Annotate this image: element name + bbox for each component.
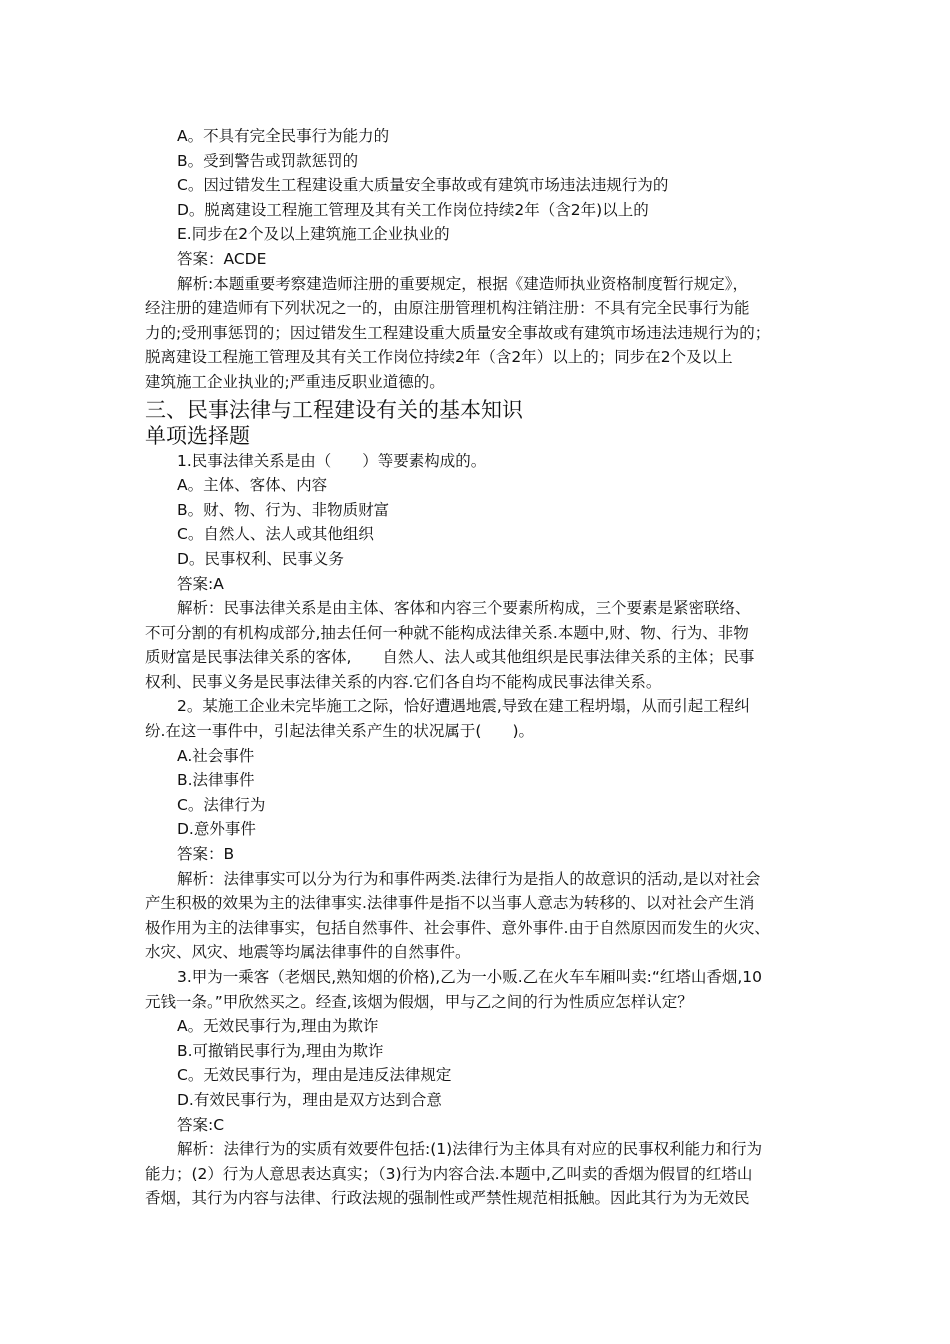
analysis-line: 解析：民事法律关系是由主体、客体和内容三个要素所构成，三个要素是紧密联络、 <box>177 599 751 618</box>
analysis-line: 解析：法律行为的实质有效要件包括:(1)法律行为主体具有对应的民事权利能力和行为 <box>177 1140 763 1159</box>
option-d: D。民事权利、民事义务 <box>177 549 344 568</box>
option-a: A。无效民事行为,理由为欺诈 <box>177 1017 379 1036</box>
option-a: A.社会事件 <box>177 746 255 765</box>
analysis-line: 解析:本题重要考察建造师注册的重要规定，根据《建造师执业资格制度暂行规定》， <box>177 274 748 293</box>
document-body <box>145 124 815 1211</box>
analysis-line: 不可分割的有机构成部分,抽去任何一种就不能构成法律关系.本题中,财、物、行为、非物 <box>145 623 749 642</box>
option-a: A。主体、客体、内容 <box>177 476 328 495</box>
answer-line: 答案：ACDE <box>177 249 267 268</box>
option-b: B.法律事件 <box>177 771 255 790</box>
option-d: D.有效民事行为，理由是双方达到合意 <box>177 1090 442 1109</box>
analysis-line: 力的;受刑事惩罚的；因过错发生工程建设重大质量安全事故或有建筑市场违法违规行为的； <box>145 323 771 342</box>
option-c: C。无效民事行为，理由是违反法律规定 <box>177 1066 452 1085</box>
analysis-line: 极作用为主的法律事实，包括自然事件、社会事件、意外事件.由于自然原因而发生的火灾、 <box>145 918 770 937</box>
analysis-line: 水灾、风灾、地震等均属法律事件的自然事件。 <box>145 943 471 962</box>
analysis-line: 脱离建设工程施工管理及其有关工作岗位持续2年（含2年）以上的；同步在2个及以上 <box>145 348 733 367</box>
question-stem: 1.民事法律关系是由（ ）等要素构成的。 <box>177 451 487 470</box>
question-stem: 3.甲为一乘客（老烟民,熟知烟的价格),乙为一小贩.乙在火车车厢叫卖:“红塔山香烟,10 <box>177 968 763 986</box>
question-type-heading: 单项选择题 <box>145 423 250 448</box>
question-stem: 纷.在这一事件中，引起法律关系产生的状况属于( )。 <box>145 722 535 741</box>
option-e: E.同步在2个及以上建筑施工企业执业的 <box>177 225 450 244</box>
option-a: A。不具有完全民事行为能力的 <box>177 127 390 145</box>
analysis-line: 经注册的建造师有下列状况之一的，由原注册管理机构注销注册：不具有完全民事行为能 <box>145 299 750 318</box>
analysis-line: 能力；(2）行为人意思表达真实；（3)行为内容合法.本题中,乙叫卖的香烟为假冒的红塔山 <box>145 1164 753 1183</box>
analysis-line: 建筑施工企业执业的;严重违反职业道德的。 <box>145 372 445 391</box>
option-d: D。脱离建设工程施工管理及其有关工作岗位持续2年（含2年)以上的 <box>177 200 649 219</box>
option-c: C。自然人、法人或其他组织 <box>177 525 374 544</box>
option-b: B。受到警告或罚款惩罚的 <box>177 151 359 170</box>
answer-line: 答案:C <box>177 1115 225 1134</box>
option-c: C。法律行为 <box>177 795 266 814</box>
analysis-line: 香烟，其行为内容与法律、行政法规的强制性或严禁性规范相抵触。因此其行为为无效民 <box>145 1189 750 1208</box>
analysis-line: 质财富是民事法律关系的客体, 自然人、法人或其他组织是民事法律关系的主体；民事 <box>145 648 755 667</box>
question-stem: 2。某施工企业未完毕施工之际，恰好遭遇地震,导致在建工程坍塌，从而引起工程纠 <box>177 697 750 716</box>
option-b: B。财、物、行为、非物质财富 <box>177 500 390 519</box>
option-d: D.意外事件 <box>177 820 256 839</box>
option-b: B.可撤销民事行为,理由为欺诈 <box>177 1041 384 1060</box>
option-c: C。因过错发生工程建设重大质量安全事故或有建筑市场违法违规行为的 <box>177 176 669 195</box>
analysis-line: 解析：法律事实可以分为行为和事件两类.法律行为是指人的故意识的活动,是以对社会 <box>177 869 761 888</box>
analysis-line: 产生积极的效果为主的法律事实.法律事件是指不以当事人意志为转移的、以对社会产生消 <box>145 894 755 913</box>
answer-line: 答案：B <box>177 845 235 864</box>
analysis-line: 权利、民事义务是民事法律关系的内容.它们各自均不能构成民事法律关系。 <box>145 672 662 691</box>
question-stem: 元钱一条。”甲欣然买之。经查,该烟为假烟，甲与乙之间的行为性质应怎样认定？ <box>145 992 693 1011</box>
chapter-heading: 三、民事法律与工程建设有关的基本知识 <box>145 397 523 422</box>
answer-line: 答案:A <box>177 574 224 593</box>
